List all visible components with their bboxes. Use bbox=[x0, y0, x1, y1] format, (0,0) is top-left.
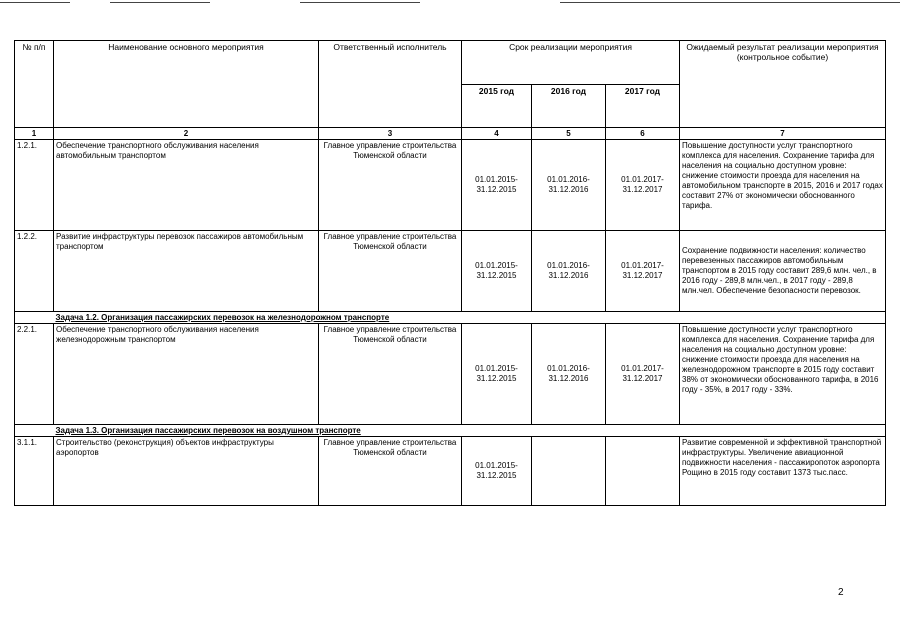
colnum: 5 bbox=[532, 128, 606, 140]
scan-edge-line bbox=[0, 2, 70, 3]
row-date-2015: 01.01.2015-31.12.2015 bbox=[462, 231, 532, 312]
row-result: Развитие современной и эффективной транспортной инфраструктуры. Увеличение авиационной подвижности населения - пассажиропоток аэропорта Рощино в 2015 году составит 1373 тыс.пасс. bbox=[680, 437, 886, 506]
header-year-2016: 2016 год bbox=[532, 85, 606, 128]
table-row bbox=[15, 324, 886, 425]
row-result: Повышение доступности услуг транспортного комплекса для населения. Сохранение тарифа для населения на социально доступном уровне: снижение стоимости проезда для населения на автомобильном транспорте в 2015, 2016 и 2017 годах составит 27% от экономически обоснованного тарифа. bbox=[680, 140, 886, 231]
table-row bbox=[15, 140, 886, 231]
row-num: 1.2.1. bbox=[15, 140, 54, 231]
row-num: 3.1.1. bbox=[15, 437, 54, 506]
column-number-row bbox=[15, 128, 886, 140]
row-date-2016: 01.01.2016-31.12.2016 bbox=[532, 140, 606, 231]
page-number: 2 bbox=[838, 587, 844, 598]
row-date-2017: 01.01.2017-31.12.2017 bbox=[606, 324, 680, 425]
header-num: № п/п bbox=[15, 41, 54, 128]
colnum: 7 bbox=[680, 128, 886, 140]
colnum: 6 bbox=[606, 128, 680, 140]
header-year-2017: 2017 год bbox=[606, 85, 680, 128]
row-num: 2.2.1. bbox=[15, 324, 54, 425]
row-exec: Главное управление строительства Тюменской области bbox=[319, 231, 462, 312]
row-date-2016: 01.01.2016-31.12.2016 bbox=[532, 231, 606, 312]
header-name: Наименование основного мероприятия bbox=[54, 41, 319, 128]
colnum: 2 bbox=[54, 128, 319, 140]
row-date-2015: 01.01.2015-31.12.2015 bbox=[462, 437, 532, 506]
colnum: 3 bbox=[319, 128, 462, 140]
row-result: Сохранение подвижности населения: количество перевезенных пассажиров автомобильным транспортом в 2015 году составит 289,6 млн. чел., в 2016 году - 289,8 млн.чел., в 2017 году - 289,8 млн.чел. Обеспечение безопасности перевозок. bbox=[680, 231, 886, 312]
task-title: Задача 1.2. Организация пассажирских перевозок на железнодорожном транспорте bbox=[54, 312, 886, 324]
row-date-2017: 01.01.2017-31.12.2017 bbox=[606, 231, 680, 312]
task-row bbox=[15, 425, 886, 437]
header-year-2015: 2015 год bbox=[462, 85, 532, 128]
colnum: 1 bbox=[15, 128, 54, 140]
row-date-2015: 01.01.2015-31.12.2015 bbox=[462, 324, 532, 425]
row-exec: Главное управление строительства Тюменской области bbox=[319, 140, 462, 231]
header-period: Срок реализации мероприятия bbox=[462, 41, 680, 85]
scan-edge-line bbox=[110, 2, 210, 3]
row-name: Обеспечение транспортного обслуживания населения железнодорожным транспортом bbox=[54, 324, 319, 425]
task-title: Задача 1.3. Организация пассажирских перевозок на воздушном транспорте bbox=[54, 425, 886, 437]
colnum: 4 bbox=[462, 128, 532, 140]
row-date-2017 bbox=[606, 437, 680, 506]
row-name: Развитие инфраструктуры перевозок пассажиров автомобильным транспортом bbox=[54, 231, 319, 312]
table-row bbox=[15, 437, 886, 506]
row-result: Повышение доступности услуг транспортного комплекса для населения. Сохранение тарифа для населения на социально доступном уровне: снижение стоимости проезда для населения на железнодорожном транспорте в 2015 году составит 38% от экономически обоснованного тарифа, в 2016 году - 35%, в 2017 году - 33%. bbox=[680, 324, 886, 425]
row-date-2017: 01.01.2017-31.12.2017 bbox=[606, 140, 680, 231]
row-name: Обеспечение транспортного обслуживания населения автомобильным транспортом bbox=[54, 140, 319, 231]
row-exec: Главное управление строительства Тюменской области bbox=[319, 324, 462, 425]
row-date-2015: 01.01.2015-31.12.2015 bbox=[462, 140, 532, 231]
table-row bbox=[15, 231, 886, 312]
row-exec: Главное управление строительства Тюменской области bbox=[319, 437, 462, 506]
header-exec: Ответственный исполнитель bbox=[319, 41, 462, 128]
scan-edge-line bbox=[560, 2, 900, 3]
task-row bbox=[15, 312, 886, 324]
row-num: 1.2.2. bbox=[15, 231, 54, 312]
row-name: Строительство (реконструкция) объектов инфраструктуры аэропортов bbox=[54, 437, 319, 506]
header-result: Ожидаемый результат реализации мероприятия (контрольное событие) bbox=[680, 41, 886, 128]
row-date-2016: 01.01.2016-31.12.2016 bbox=[532, 324, 606, 425]
row-date-2016 bbox=[532, 437, 606, 506]
scan-edge-line bbox=[300, 2, 420, 3]
activities-table bbox=[14, 40, 886, 506]
